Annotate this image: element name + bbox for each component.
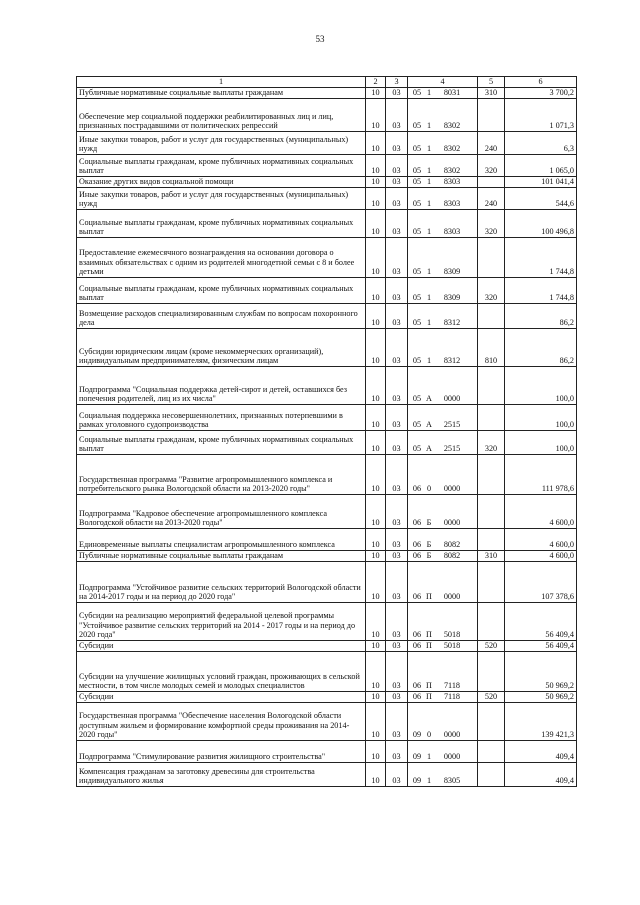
program-code: 05	[412, 293, 422, 303]
section-code: 10	[366, 562, 386, 603]
expense-type-code	[478, 741, 505, 763]
section-code: 10	[366, 603, 386, 641]
subprogram-code: 1	[426, 166, 432, 176]
subprogram-code: 1	[426, 752, 432, 762]
section-code: 10	[366, 367, 386, 405]
expense-type-code: 240	[478, 188, 505, 210]
table-row	[77, 692, 577, 703]
row-name: Государственная программа "Развитие агропромышленного комплекса и потребительского рынка Вологодской области на 2013-2020 годы"	[77, 455, 366, 495]
table-row	[77, 367, 577, 405]
direction-code: 5018	[443, 641, 461, 651]
row-name: Иные закупки товаров, работ и услуг для государственных (муниципальных) нужд	[77, 132, 366, 155]
row-name: Иные закупки товаров, работ и услуг для государственных (муниципальных) нужд	[77, 188, 366, 210]
program-code: 05	[412, 267, 422, 277]
row-name: Социальные выплаты гражданам, кроме публичных нормативных социальных выплат	[77, 210, 366, 238]
section-code: 10	[366, 703, 386, 741]
subsection-code: 03	[386, 88, 408, 99]
section-code: 10	[366, 692, 386, 703]
program-code: 06	[412, 592, 422, 602]
amount: 100,0	[505, 431, 577, 455]
section-code: 10	[366, 132, 386, 155]
amount: 409,4	[505, 741, 577, 763]
program-code: 06	[412, 630, 422, 640]
subsection-code: 03	[386, 304, 408, 329]
table-row	[77, 562, 577, 603]
direction-code: 0000	[443, 394, 461, 404]
subsection-code: 03	[386, 329, 408, 367]
table-row	[77, 431, 577, 455]
amount: 100,0	[505, 405, 577, 431]
header-row	[77, 77, 577, 88]
amount: 50 969,2	[505, 692, 577, 703]
table-row	[77, 529, 577, 551]
program-code: 05	[412, 420, 422, 430]
subprogram-code: 1	[426, 199, 432, 209]
target-article-code	[408, 741, 478, 763]
header-cell: 2	[366, 77, 386, 88]
direction-code: 8302	[443, 121, 461, 131]
program-code: 05	[412, 227, 422, 237]
section-code: 10	[366, 99, 386, 132]
target-article-code	[408, 99, 478, 132]
table-row	[77, 188, 577, 210]
expense-type-code	[478, 238, 505, 278]
section-code: 10	[366, 210, 386, 238]
section-code: 10	[366, 763, 386, 787]
expense-type-code: 520	[478, 692, 505, 703]
expense-type-code	[478, 763, 505, 787]
table-row	[77, 652, 577, 692]
subsection-code: 03	[386, 641, 408, 652]
subprogram-code: Б	[426, 551, 432, 561]
row-name: Подпрограмма "Стимулирование развития жилищного строительства"	[77, 741, 366, 763]
subsection-code: 03	[386, 562, 408, 603]
expense-type-code: 320	[478, 210, 505, 238]
section-code: 10	[366, 431, 386, 455]
target-article-code	[408, 278, 478, 304]
direction-code: 7118	[443, 681, 461, 691]
table-row	[77, 238, 577, 278]
amount: 4 600,0	[505, 495, 577, 529]
direction-code: 2515	[443, 444, 461, 454]
row-name: Обеспечение мер социальной поддержки реабилитированных лиц и лиц, признанных пострадавшими от политических репрессий	[77, 99, 366, 132]
target-article-code	[408, 329, 478, 367]
table-row	[77, 703, 577, 741]
direction-code: 8309	[443, 293, 461, 303]
direction-code: 8312	[443, 356, 461, 366]
program-code: 09	[412, 776, 422, 786]
program-code: 06	[412, 641, 422, 651]
row-name: Субсидии юридическим лицам (кроме некоммерческих организаций), индивидуальным предпринимателям, физическим лицам	[77, 329, 366, 367]
section-code: 10	[366, 304, 386, 329]
subsection-code: 03	[386, 652, 408, 692]
amount: 4 600,0	[505, 551, 577, 562]
amount: 107 378,6	[505, 562, 577, 603]
target-article-code	[408, 188, 478, 210]
subsection-code: 03	[386, 210, 408, 238]
amount: 1 065,0	[505, 155, 577, 177]
row-name: Предоставление ежемесячного вознаграждения на основании договора о взаимных обязательствах с одним из родителей многодетной семьи с 8 и более детьми	[77, 238, 366, 278]
section-code: 10	[366, 278, 386, 304]
header-cell: 3	[386, 77, 408, 88]
program-code: 06	[412, 692, 422, 702]
amount: 101 041,4	[505, 177, 577, 188]
subsection-code: 03	[386, 99, 408, 132]
subprogram-code: Б	[426, 540, 432, 550]
amount: 1 744,8	[505, 278, 577, 304]
target-article-code	[408, 562, 478, 603]
subsection-code: 03	[386, 495, 408, 529]
program-code: 05	[412, 121, 422, 131]
expense-type-code: 520	[478, 641, 505, 652]
table-row	[77, 210, 577, 238]
subprogram-code: 1	[426, 776, 432, 786]
target-article-code	[408, 238, 478, 278]
direction-code: 8309	[443, 267, 461, 277]
expense-type-code	[478, 652, 505, 692]
subprogram-code: 1	[426, 144, 432, 154]
section-code: 10	[366, 529, 386, 551]
direction-code: 0000	[443, 592, 461, 602]
subsection-code: 03	[386, 763, 408, 787]
subprogram-code: П	[426, 681, 432, 691]
section-code: 10	[366, 495, 386, 529]
direction-code: 0000	[443, 730, 461, 740]
expense-type-code: 310	[478, 551, 505, 562]
table-row	[77, 99, 577, 132]
target-article-code	[408, 367, 478, 405]
section-code: 10	[366, 652, 386, 692]
row-name: Единовременные выплаты специалистам агропромышленного комплекса	[77, 529, 366, 551]
table-row	[77, 551, 577, 562]
section-code: 10	[366, 455, 386, 495]
amount: 544,6	[505, 188, 577, 210]
target-article-code	[408, 495, 478, 529]
direction-code: 8082	[443, 540, 461, 550]
subprogram-code: 1	[426, 227, 432, 237]
direction-code: 0000	[443, 752, 461, 762]
subprogram-code: 1	[426, 293, 432, 303]
program-code: 05	[412, 318, 422, 328]
direction-code: 8303	[443, 227, 461, 237]
table-row	[77, 641, 577, 652]
table-row	[77, 495, 577, 529]
program-code: 06	[412, 518, 422, 528]
row-name: Социальные выплаты гражданам, кроме публичных нормативных социальных выплат	[77, 431, 366, 455]
header-cell: 4	[408, 77, 478, 88]
amount: 50 969,2	[505, 652, 577, 692]
row-name: Публичные нормативные социальные выплаты гражданам	[77, 88, 366, 99]
direction-code: 8303	[443, 177, 461, 187]
subprogram-code: 0	[426, 484, 432, 494]
expense-type-code: 810	[478, 329, 505, 367]
row-name: Подпрограмма "Социальная поддержка детей-сирот и детей, оставшихся без попечения родителей, лиц из их числа"	[77, 367, 366, 405]
subsection-code: 03	[386, 278, 408, 304]
expense-type-code	[478, 99, 505, 132]
subprogram-code: 0	[426, 730, 432, 740]
header-cell: 5	[478, 77, 505, 88]
subsection-code: 03	[386, 238, 408, 278]
table-row	[77, 88, 577, 99]
table-row	[77, 405, 577, 431]
page-number: 53	[315, 34, 325, 44]
expense-type-code	[478, 529, 505, 551]
table-row	[77, 741, 577, 763]
target-article-code	[408, 304, 478, 329]
target-article-code	[408, 88, 478, 99]
header-cell: 1	[77, 77, 366, 88]
subsection-code: 03	[386, 529, 408, 551]
program-code: 05	[412, 394, 422, 404]
subsection-code: 03	[386, 431, 408, 455]
subsection-code: 03	[386, 155, 408, 177]
section-code: 10	[366, 405, 386, 431]
target-article-code	[408, 132, 478, 155]
subprogram-code: 1	[426, 177, 432, 187]
program-code: 06	[412, 484, 422, 494]
amount: 86,2	[505, 304, 577, 329]
direction-code: 8302	[443, 166, 461, 176]
amount: 100,0	[505, 367, 577, 405]
table-row	[77, 329, 577, 367]
row-name: Подпрограмма "Кадровое обеспечение агропромышленного комплекса Вологодской области на 2013-2020 годы"	[77, 495, 366, 529]
target-article-code	[408, 703, 478, 741]
amount: 100 496,8	[505, 210, 577, 238]
subsection-code: 03	[386, 455, 408, 495]
direction-code: 2515	[443, 420, 461, 430]
subprogram-code: П	[426, 592, 432, 602]
expense-type-code: 320	[478, 155, 505, 177]
program-code: 05	[412, 166, 422, 176]
expense-type-code	[478, 703, 505, 741]
subprogram-code: Б	[426, 518, 432, 528]
expense-type-code	[478, 562, 505, 603]
amount: 4 600,0	[505, 529, 577, 551]
section-code: 10	[366, 329, 386, 367]
program-code: 06	[412, 551, 422, 561]
amount: 56 409,4	[505, 641, 577, 652]
row-name: Подпрограмма "Устойчивое развитие сельских территорий Вологодской области на 2014-2017 годы и на период до 2020 года"	[77, 562, 366, 603]
target-article-code	[408, 603, 478, 641]
subsection-code: 03	[386, 188, 408, 210]
program-code: 06	[412, 681, 422, 691]
section-code: 10	[366, 188, 386, 210]
budget-table	[76, 76, 577, 787]
table-row	[77, 278, 577, 304]
table-row	[77, 177, 577, 188]
expense-type-code: 310	[478, 88, 505, 99]
direction-code: 8082	[443, 551, 461, 561]
subsection-code: 03	[386, 405, 408, 431]
amount: 409,4	[505, 763, 577, 787]
target-article-code	[408, 641, 478, 652]
target-article-code	[408, 763, 478, 787]
subsection-code: 03	[386, 132, 408, 155]
section-code: 10	[366, 238, 386, 278]
subprogram-code: А	[426, 394, 432, 404]
expense-type-code	[478, 367, 505, 405]
direction-code: 0000	[443, 518, 461, 528]
row-name: Субсидии	[77, 641, 366, 652]
row-name: Субсидии на улучшение жилищных условий граждан, проживающих в сельской местности, в том числе молодых семей и молодых специалистов	[77, 652, 366, 692]
amount: 56 409,4	[505, 603, 577, 641]
expense-type-code	[478, 495, 505, 529]
subprogram-code: А	[426, 444, 432, 454]
section-code: 10	[366, 155, 386, 177]
target-article-code	[408, 551, 478, 562]
program-code: 05	[412, 356, 422, 366]
subprogram-code: А	[426, 420, 432, 430]
direction-code: 8031	[443, 88, 461, 98]
amount: 3 700,2	[505, 88, 577, 99]
amount: 1 744,8	[505, 238, 577, 278]
subprogram-code: 1	[426, 356, 432, 366]
target-article-code	[408, 210, 478, 238]
section-code: 10	[366, 551, 386, 562]
program-code: 05	[412, 444, 422, 454]
table-row	[77, 304, 577, 329]
section-code: 10	[366, 741, 386, 763]
row-name: Публичные нормативные социальные выплаты гражданам	[77, 551, 366, 562]
program-code: 09	[412, 752, 422, 762]
subprogram-code: 1	[426, 121, 432, 131]
row-name: Оказание других видов социальной помощи	[77, 177, 366, 188]
subprogram-code: П	[426, 630, 432, 640]
amount: 86,2	[505, 329, 577, 367]
section-code: 10	[366, 641, 386, 652]
program-code: 05	[412, 177, 422, 187]
expense-type-code	[478, 405, 505, 431]
target-article-code	[408, 431, 478, 455]
target-article-code	[408, 177, 478, 188]
expense-type-code: 320	[478, 278, 505, 304]
target-article-code	[408, 529, 478, 551]
table-row	[77, 132, 577, 155]
target-article-code	[408, 155, 478, 177]
amount: 139 421,3	[505, 703, 577, 741]
direction-code: 8312	[443, 318, 461, 328]
direction-code: 5018	[443, 630, 461, 640]
subprogram-code: 1	[426, 318, 432, 328]
expense-type-code: 320	[478, 431, 505, 455]
expense-type-code	[478, 455, 505, 495]
target-article-code	[408, 405, 478, 431]
subsection-code: 03	[386, 692, 408, 703]
subsection-code: 03	[386, 367, 408, 405]
table-row	[77, 155, 577, 177]
amount: 6,3	[505, 132, 577, 155]
section-code: 10	[366, 88, 386, 99]
program-code: 05	[412, 88, 422, 98]
row-name: Возмещение расходов специализированным службам по вопросам похоронного дела	[77, 304, 366, 329]
direction-code: 8302	[443, 144, 461, 154]
subprogram-code: 1	[426, 88, 432, 98]
expense-type-code: 240	[478, 132, 505, 155]
expense-type-code	[478, 304, 505, 329]
subsection-code: 03	[386, 741, 408, 763]
program-code: 05	[412, 144, 422, 154]
direction-code: 8305	[443, 776, 461, 786]
subprogram-code: 1	[426, 267, 432, 277]
table-row	[77, 603, 577, 641]
row-name: Социальные выплаты гражданам, кроме публичных нормативных социальных выплат	[77, 155, 366, 177]
table-row	[77, 455, 577, 495]
direction-code: 8303	[443, 199, 461, 209]
expense-type-code	[478, 603, 505, 641]
target-article-code	[408, 692, 478, 703]
subsection-code: 03	[386, 703, 408, 741]
program-code: 06	[412, 540, 422, 550]
amount: 1 071,3	[505, 99, 577, 132]
section-code: 10	[366, 177, 386, 188]
subsection-code: 03	[386, 551, 408, 562]
row-name: Субсидии на реализацию мероприятий федеральной целевой программы "Устойчивое развитие сельских территорий на 2014 - 2017 годы и на период до 2020 года"	[77, 603, 366, 641]
target-article-code	[408, 652, 478, 692]
subprogram-code: П	[426, 641, 432, 651]
header-cell: 6	[505, 77, 577, 88]
direction-code: 0000	[443, 484, 461, 494]
direction-code: 7118	[443, 692, 461, 702]
row-name: Социальные выплаты гражданам, кроме публичных нормативных социальных выплат	[77, 278, 366, 304]
amount: 111 978,6	[505, 455, 577, 495]
row-name: Государственная программа "Обеспечение населения Вологодской области доступным жильем и формирование комфортной среды проживания на 2014-2020 годы"	[77, 703, 366, 741]
table-row	[77, 763, 577, 787]
target-article-code	[408, 455, 478, 495]
row-name: Социальная поддержка несовершеннолетних, признанных потерпевшими в рамках уголовного судопроизводства	[77, 405, 366, 431]
row-name: Компенсация гражданам за заготовку древесины для строительства индивидуального жилья	[77, 763, 366, 787]
subsection-code: 03	[386, 177, 408, 188]
subprogram-code: П	[426, 692, 432, 702]
row-name: Субсидии	[77, 692, 366, 703]
program-code: 09	[412, 730, 422, 740]
program-code: 05	[412, 199, 422, 209]
subsection-code: 03	[386, 603, 408, 641]
expense-type-code	[478, 177, 505, 188]
